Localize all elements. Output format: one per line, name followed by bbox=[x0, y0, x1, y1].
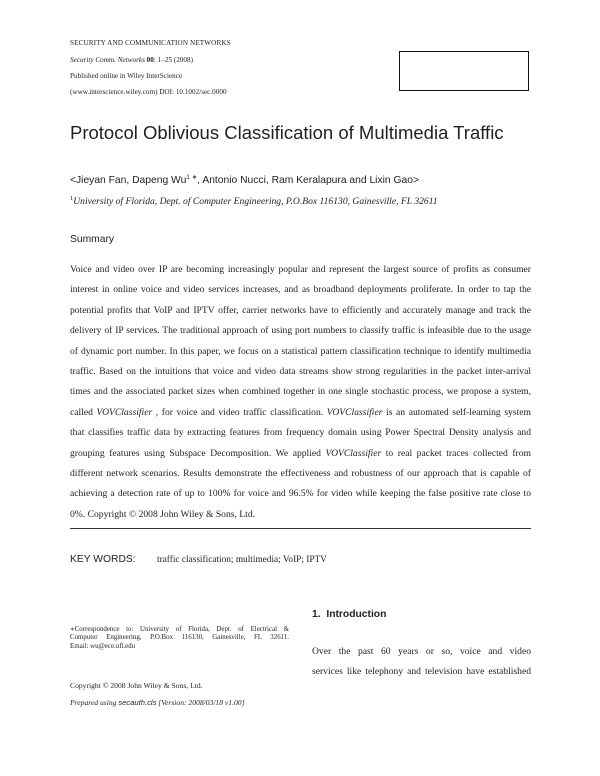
published-online: Published online in Wiley InterScience bbox=[70, 72, 183, 80]
abstract-line: interest in online voice and video services increases, and as broadband deployments proliferate. In order to tap the bbox=[70, 284, 531, 296]
paper-title: Protocol Oblivious Classification of Multimedia Traffic bbox=[70, 122, 504, 143]
correspondence-footnote bbox=[70, 626, 289, 651]
introduction-body bbox=[312, 642, 531, 683]
abstract-line: delivery of IP services. The traditional approach of using port numbers to classify traffic is infeasible due to the usage bbox=[70, 325, 531, 337]
intro-line: services like telephony and television have established bbox=[312, 666, 531, 678]
introduction-heading bbox=[312, 609, 386, 620]
authors bbox=[70, 174, 419, 188]
citation-volume: 00 bbox=[146, 56, 154, 64]
abstract-line: that classifies traffic data by extracting features from frequency domain using Power Spectral Density analysis and bbox=[70, 427, 531, 439]
abstract-line: called VOVClassifier , for voice and video traffic classification. VOVClassifier is an automated self-learning system bbox=[70, 406, 531, 418]
copyright-notice: Copyright © 2008 John Wiley & Sons, Ltd. bbox=[70, 681, 203, 690]
authors-rest: , Antonio Nucci, Ram Keralapura and Lixin Gao> bbox=[197, 175, 419, 186]
class-file: secauth.cls bbox=[118, 698, 157, 707]
abstract-line: different network scenarios. Results demonstrate the effectiveness and robustness of our approach that is capable of bbox=[70, 467, 531, 479]
abstract-line: grouping features using Subspace Decomposition. We applied VOVClassifier to real packet traces collected from bbox=[70, 447, 531, 459]
author-mark: 1 ∗ bbox=[186, 174, 198, 181]
affiliation-mark: 1 bbox=[70, 195, 74, 202]
prepared-using: Prepared using secauth.cls [Version: 2008/03/18 v1.00] bbox=[70, 698, 245, 707]
footnote-line: Email: wu@ece.ufl.edu bbox=[70, 642, 136, 650]
journal-name: SECURITY AND COMMUNICATION NETWORKS bbox=[70, 39, 231, 47]
keywords-label: KEY WORDS: bbox=[70, 554, 136, 565]
abstract-line: times and the associated packet sizes when combined together in one single stochastic process, we propose a system, bbox=[70, 386, 531, 398]
citation-pages: : 1–25 (2008) bbox=[153, 56, 193, 64]
intro-line: Over the past 60 years or so, voice and video bbox=[312, 646, 531, 657]
abstract-line: of dynamic port number. In this paper, we focus on a statistical pattern classification technique to identify multimedia bbox=[70, 345, 531, 357]
affiliation bbox=[70, 195, 438, 208]
abstract-line: Voice and video over IP are becoming increasingly popular and represent the largest source of profits as consumer bbox=[70, 264, 531, 275]
system-name: VOVClassifier bbox=[326, 406, 383, 418]
keywords-text: traffic classification; multimedia; VoIP; IPTV bbox=[157, 555, 327, 565]
citation bbox=[70, 56, 193, 65]
abstract-line: potential profits that VoIP and IPTV offer, carrier networks have to efficiently and accurately manage and track the bbox=[70, 304, 531, 316]
section-number: 1. bbox=[312, 609, 321, 620]
abstract-line: traffic. Based on the intuitions that voice and video data streams show strong regularities in the packet inter-arrival bbox=[70, 365, 531, 377]
journal-logo-box bbox=[399, 51, 529, 91]
abstract-line: achieving a detection rate of up to 100% for voice and 96.5% for video while keeping the false positive rate close to bbox=[70, 488, 531, 500]
doi: (www.interscience.wiley.com) DOI: 10.1002/sec.0000 bbox=[70, 88, 227, 96]
affiliation-text: University of Florida, Dept. of Computer Engineering, P.O.Box 116130, Gainesville, FL 32611 bbox=[73, 196, 438, 207]
citation-journal: Security Comm. Networks bbox=[70, 56, 145, 64]
section-title: Introduction bbox=[326, 609, 387, 620]
footnote-line: ∗Correspondence to: University of Florida, Dept. of Electrical & bbox=[70, 626, 289, 633]
footnote-line: Computer Engineering, P.O.Box 116130, Gainesville, FL 32611. bbox=[70, 634, 289, 642]
system-name: VOVClassifier bbox=[325, 447, 382, 459]
abstract bbox=[70, 260, 531, 525]
abstract-line: 0%. Copyright © 2008 John Wiley & Sons, Ltd. bbox=[70, 508, 256, 520]
authors-first: <Jieyan Fan, Dapeng Wu bbox=[70, 175, 187, 186]
system-name: VOVClassifier bbox=[96, 406, 153, 418]
section-divider bbox=[70, 528, 531, 529]
summary-heading: Summary bbox=[70, 234, 115, 245]
